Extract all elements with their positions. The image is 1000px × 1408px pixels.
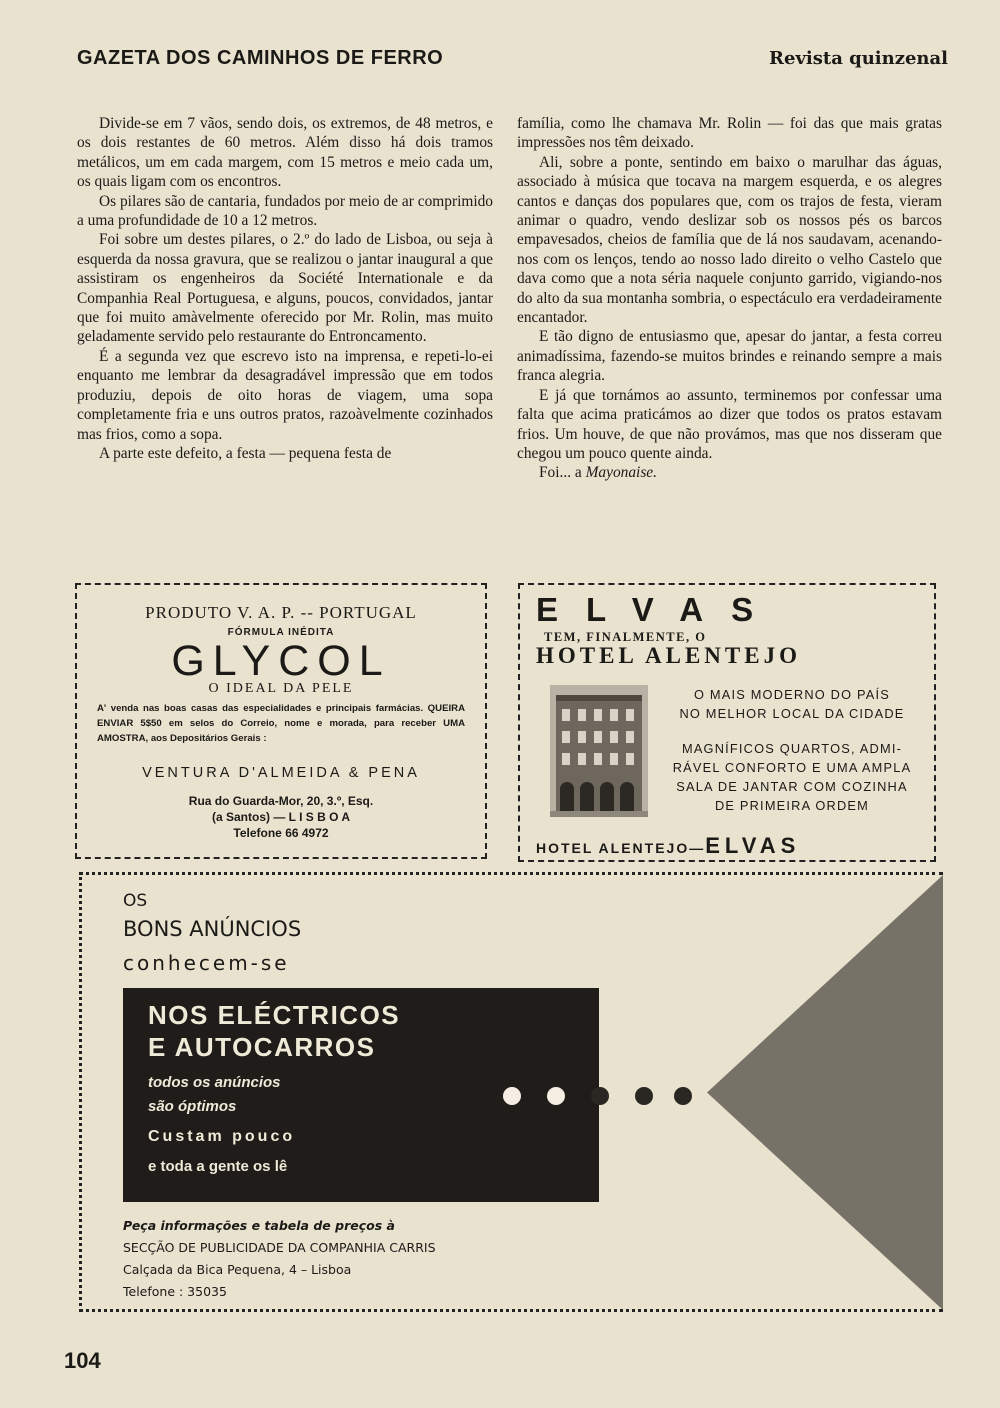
feature-line: O MAIS MODERNO DO PAÍS <box>693 687 891 702</box>
black-panel <box>123 988 599 1202</box>
info-line: Telefone : 35035 <box>123 1284 227 1299</box>
closing-text: Foi... a <box>539 464 586 482</box>
dot <box>674 1087 692 1105</box>
hotel-alentejo-advertisement <box>518 583 936 862</box>
hotel-footer: HOTEL ALENTEJO—ELVAS <box>536 833 801 858</box>
formula-note: FÓRMULA INÉDITA <box>227 627 335 638</box>
dot <box>635 1087 653 1105</box>
contact-info <box>123 1215 436 1303</box>
ad-intro-os: OS <box>123 891 148 911</box>
paragraph: Os pilares são de cantaria, fundados por meio de ar comprimido a uma profundidade de 10 a 12 metros. <box>77 192 493 230</box>
dot <box>503 1087 521 1105</box>
paragraph-continuation: família, como lhe chamava Mr. Rolin — foi das que mais gratas impressões nos têm deixado. <box>517 115 942 152</box>
headline-line: E AUTOCARROS <box>148 1032 376 1062</box>
closing-italic: Mayonaise. <box>585 464 657 482</box>
paragraph: É a segunda vez que escrevo isto na imprensa, e repeti-lo-ei enquanto me lembrar da desagradável impressão que em todos produziu, depois de oito horas de viagem, uma sopa completamente fria e uns outros pratos, razoàvelmente cozinhados mas frios, como a sopa. <box>77 347 493 443</box>
subtitle: TEM, FINALMENTE, O <box>544 630 707 644</box>
closing-line <box>517 463 942 482</box>
paragraph: Divide-se em 7 vãos, sendo dois, os extremos, de 48 metros, e os dois restantes de 60 metros. Além disso há dois tramos metálicos, um em cada margem, com 15 metros e meio cada um, os quais ligam com os encontros. <box>77 115 493 191</box>
feature-line: RÁVEL CONFORTO E UMA AMPLA <box>672 760 912 775</box>
brand-name: GLYCOL <box>171 637 391 685</box>
feature-line: MAGNÍFICOS QUARTOS, ADMI- <box>681 741 903 756</box>
halftone-triangle <box>707 875 943 1310</box>
page-number: 104 <box>64 1348 101 1373</box>
footer-city: ELVAS <box>705 833 801 858</box>
tagline-line: e toda a gente os lê <box>148 1158 288 1175</box>
hotel-building-image <box>550 685 648 817</box>
tagline-line: Custam pouco <box>148 1128 296 1145</box>
info-line: Peça informações e tabela de preços à <box>123 1218 395 1233</box>
city-name: ELVAS <box>536 591 782 628</box>
glycol-advertisement <box>75 583 487 859</box>
hotel-photo <box>550 685 648 817</box>
info-line: SECÇÃO DE PUBLICIDADE DA COMPANHIA CARRIS <box>123 1240 436 1255</box>
tagline: O IDEAL DA PELE <box>208 681 354 696</box>
carris-advertisement <box>79 872 943 1312</box>
product-origin: PRODUTO V. A. P. -- PORTUGAL <box>145 603 417 622</box>
paragraph: E tão digno de entusiasmo que, apesar do jantar, a festa correu animadíssima, fazendo-se muitos brindes e reinando sempre a mais franca alegria. <box>517 328 942 385</box>
tagline-line: todos os anúncios <box>148 1074 281 1091</box>
dot <box>591 1087 609 1105</box>
publication-frequency: Revista quinzenal <box>769 48 948 69</box>
hotel-features <box>654 685 930 815</box>
vendor-name: VENTURA D'ALMEIDA & PENA <box>142 765 420 781</box>
hotel-name: HOTEL ALENTEJO <box>536 643 801 668</box>
address-line: Rua do Guarda-Mor, 20, 3.º, Esq. <box>188 794 374 808</box>
masthead: GAZETA DOS CAMINHOS DE FERRO <box>77 47 444 69</box>
paragraph: E já que tornámos ao assunto, terminemos por confessar uma falta que acima praticámos ao dizer que todos os pratos estavam frios. Um houve, de que não provámos, mas que nos disseram que chegou um pouco quente ainda. <box>517 386 942 462</box>
ad-body: A' venda nas boas casas das especialidades e principais farmácias. QUEIRA ENVIAR 5$50 em selos do Correio, nome e morada, para receber UMA AMOSTRA, aos Depositários Gerais : <box>97 703 465 744</box>
address-line: (a Santos) — L I S B O A <box>211 810 351 824</box>
article-right-column <box>517 114 942 483</box>
headline-line: NOS ELÉCTRICOS <box>148 1000 401 1030</box>
feature-line: NO MELHOR LOCAL DA CIDADE <box>679 706 905 721</box>
ad-intro-conhecem: conhecem-se <box>123 951 290 975</box>
paragraph: Foi sobre um destes pilares, o 2.º do lado de Lisboa, ou seja à esquerda da nossa gravura, que se realizou o jantar inaugural a que assistiram os engenheiros da Société Internationale e da Companhia Real Portuguesa, e alguns, poucos, convidados, jantar que foi muito amàvelmente oferecido por Mr. Rolin, mas muito geladamente servido pelo restaurante do Entroncamento. <box>77 231 493 346</box>
dot <box>547 1087 565 1105</box>
article-left-column <box>77 114 493 463</box>
ad-intro-bons: BONS ANÚNCIOS <box>123 917 302 941</box>
paragraph: Ali, sobre a ponte, sentindo em baixo o marulhar das águas, associado à música que tocava na margem esquerda, e os alegres cantos e danças dos populares que, com os trajos de festa, vieram animar o quadro, vendo deslizar sob os nossos pés os barcos empavesados, cheios de família que de lá nos saudavam, acenando-nos com os lenços, tendo ao nosso lado direito o velho Castelo que dava como que a nota séria naquele conjunto garrido, vigiando-nos do alto da sua montanha sombria, o espectáculo era verdadeiramente encantador. <box>517 153 942 327</box>
phone: Telefone 66 4972 <box>233 826 329 840</box>
footer-hotel-name: HOTEL ALENTEJO <box>536 840 690 856</box>
info-line: Calçada da Bica Pequena, 4 – Lisboa <box>123 1262 352 1277</box>
tagline-line: são óptimos <box>148 1098 237 1115</box>
feature-line: DE PRIMEIRA ORDEM <box>714 798 870 813</box>
vendor-address <box>77 793 485 841</box>
feature-line: SALA DE JANTAR COM COZINHA <box>676 779 908 794</box>
paragraph: A parte este defeito, a festa — pequena festa de <box>99 444 392 462</box>
